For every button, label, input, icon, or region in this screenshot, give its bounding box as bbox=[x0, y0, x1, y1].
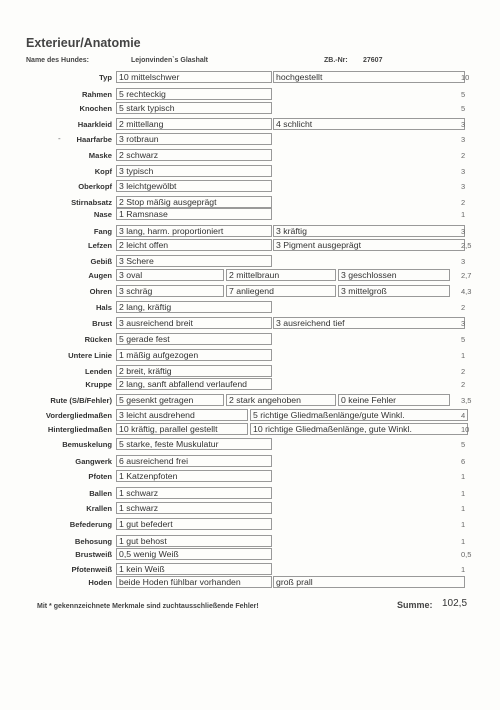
row-label: Rute (S/B/Fehler) bbox=[50, 396, 112, 405]
row-score: 5 bbox=[461, 440, 466, 449]
value-field: 3 kräftig bbox=[273, 225, 465, 237]
value-field: 3 ausreichend tief bbox=[273, 317, 465, 329]
value-field: 3 schräg bbox=[116, 285, 224, 297]
row-label: Maske bbox=[88, 151, 112, 160]
page-title: Exterieur/Anatomie bbox=[26, 36, 141, 50]
row-label: Hals bbox=[95, 303, 112, 312]
value-field: 2 lang, kräftig bbox=[116, 301, 272, 313]
value-field: 10 kräftig, parallel gestellt bbox=[116, 423, 248, 435]
assessment-row bbox=[0, 149, 500, 163]
assessment-row bbox=[0, 470, 500, 484]
assessment-row bbox=[0, 438, 500, 452]
assessment-row bbox=[0, 255, 500, 269]
row-label: Kopf bbox=[94, 167, 112, 176]
row-score: 1 bbox=[461, 210, 466, 219]
value-field: 3 ausreichend breit bbox=[116, 317, 272, 329]
row-score: 1 bbox=[461, 504, 466, 513]
value-field: 3 Schere bbox=[116, 255, 272, 267]
row-label: Gangwerk bbox=[75, 457, 112, 466]
assessment-row bbox=[0, 180, 500, 194]
value-field: 3 rotbraun bbox=[116, 133, 272, 145]
assessment-row bbox=[0, 208, 500, 222]
value-field: 0,5 wenig Weiß bbox=[116, 548, 272, 560]
assessment-row bbox=[0, 301, 500, 315]
assessment-row bbox=[0, 518, 500, 532]
row-score: 2 bbox=[461, 380, 466, 389]
row-score: 2,5 bbox=[461, 241, 472, 250]
value-field: 5 rechteckig bbox=[116, 88, 272, 100]
zb-number-value: 27607 bbox=[363, 57, 383, 64]
row-score: 1 bbox=[461, 565, 466, 574]
assessment-row bbox=[0, 88, 500, 102]
row-label: Typ bbox=[99, 73, 112, 82]
assessment-row bbox=[0, 378, 500, 392]
row-score: 2,7 bbox=[461, 271, 472, 280]
row-label: Nase bbox=[93, 210, 112, 219]
value-field: 1 gut behost bbox=[116, 535, 272, 547]
value-field: 2 schwarz bbox=[116, 149, 272, 161]
value-field: 6 ausreichend frei bbox=[116, 455, 272, 467]
row-score: 0,5 bbox=[461, 550, 472, 559]
row-label: Pfoten bbox=[88, 472, 112, 481]
row-label: Krallen bbox=[86, 504, 112, 513]
value-field: 2 mittellang bbox=[116, 118, 272, 130]
value-field: 0 keine Fehler bbox=[338, 394, 450, 406]
row-score: 1 bbox=[461, 351, 466, 360]
row-label: Oberkopf bbox=[78, 182, 112, 191]
value-field: 10 richtige Gliedmaßenlänge, gute Winkl. bbox=[250, 423, 468, 435]
row-label: Augen bbox=[88, 271, 112, 280]
row-label: Ohren bbox=[89, 287, 112, 296]
value-field: 3 oval bbox=[116, 269, 224, 281]
row-score: 2 bbox=[461, 303, 466, 312]
value-field: 5 gesenkt getragen bbox=[116, 394, 224, 406]
row-score: 3 bbox=[461, 135, 466, 144]
value-field: 5 gerade fest bbox=[116, 333, 272, 345]
row-label: Brustweiß bbox=[75, 550, 112, 559]
row-score: 4,3 bbox=[461, 287, 472, 296]
row-label: Bemuskelung bbox=[62, 440, 112, 449]
row-label: Behosung bbox=[74, 537, 112, 546]
assessment-row bbox=[0, 365, 500, 379]
row-score: 4 bbox=[461, 411, 466, 420]
assessment-row bbox=[0, 487, 500, 501]
assessment-row bbox=[0, 225, 500, 239]
row-label: Hintergliedmaßen bbox=[47, 425, 112, 434]
dog-name-label: Name des Hundes: bbox=[26, 57, 90, 64]
row-label: Haarfarbe bbox=[76, 135, 112, 144]
row-score: 5 bbox=[461, 335, 466, 344]
value-field: 1 Katzenpfoten bbox=[116, 470, 272, 482]
value-field: 5 richtige Gliedmaßenlänge/gute Winkl. bbox=[250, 409, 468, 421]
row-score: 1 bbox=[461, 489, 466, 498]
row-label: Hoden bbox=[88, 578, 112, 587]
assessment-row bbox=[0, 502, 500, 516]
value-field: 3 typisch bbox=[116, 165, 272, 177]
assessment-row bbox=[0, 239, 500, 253]
row-score: 3 bbox=[461, 227, 466, 236]
row-score: 5 bbox=[461, 104, 466, 113]
value-field: hochgestellt bbox=[273, 71, 465, 83]
row-score: 3 bbox=[461, 257, 466, 266]
assessment-row bbox=[0, 409, 500, 423]
row-label: Rahmen bbox=[82, 90, 112, 99]
value-field: 1 schwarz bbox=[116, 487, 272, 499]
value-field: 7 anliegend bbox=[226, 285, 336, 297]
row-label: Vordergliedmaßen bbox=[45, 411, 112, 420]
assessment-row bbox=[0, 102, 500, 116]
value-field: groß prall bbox=[273, 576, 465, 588]
row-score: 10 bbox=[461, 73, 470, 82]
assessment-row bbox=[0, 269, 500, 283]
assessment-row bbox=[0, 349, 500, 363]
value-field: 10 mittelschwer bbox=[116, 71, 272, 83]
row-label: Knochen bbox=[79, 104, 112, 113]
value-field: 3 geschlossen bbox=[338, 269, 450, 281]
sum-value: 102,5 bbox=[442, 598, 468, 609]
row-score: 5 bbox=[461, 90, 466, 99]
row-label: Lenden bbox=[84, 367, 112, 376]
row-label: Befederung bbox=[69, 520, 112, 529]
value-field: 4 schlicht bbox=[273, 118, 465, 130]
value-field: 2 lang, sanft abfallend verlaufend bbox=[116, 378, 272, 390]
value-field: 1 Ramsnase bbox=[116, 208, 272, 220]
row-label: Stirnabsatz bbox=[71, 198, 112, 207]
value-field: 3 Pigment ausgeprägt bbox=[273, 239, 465, 251]
row-score: 3 bbox=[461, 319, 466, 328]
assessment-row bbox=[0, 423, 500, 437]
assessment-row bbox=[0, 165, 500, 179]
row-label: Pfotenweiß bbox=[71, 565, 112, 574]
value-field: 3 mittelgroß bbox=[338, 285, 450, 297]
row-score: 10 bbox=[461, 425, 470, 434]
value-field: 5 starke, feste Muskulatur bbox=[116, 438, 272, 450]
assessment-row bbox=[0, 455, 500, 469]
value-field: 1 kein Weiß bbox=[116, 563, 272, 575]
assessment-row bbox=[0, 133, 500, 147]
dash-mark: - bbox=[58, 134, 61, 143]
row-score: 1 bbox=[461, 520, 466, 529]
row-score: 1 bbox=[461, 472, 466, 481]
value-field: 2 stark angehoben bbox=[226, 394, 336, 406]
assessment-row bbox=[0, 285, 500, 299]
value-field: 2 Stop mäßig ausgeprägt bbox=[116, 196, 272, 208]
assessment-row bbox=[0, 394, 500, 408]
value-field: 1 schwarz bbox=[116, 502, 272, 514]
value-field: 1 mäßig aufgezogen bbox=[116, 349, 272, 361]
row-label: Lefzen bbox=[87, 241, 112, 250]
value-field: 1 gut befedert bbox=[116, 518, 272, 530]
assessment-row bbox=[0, 548, 500, 562]
row-label: Gebiß bbox=[90, 257, 112, 266]
row-label: Haarkleid bbox=[77, 120, 112, 129]
value-field: 2 mittelbraun bbox=[226, 269, 336, 281]
value-field: 5 stark typisch bbox=[116, 102, 272, 114]
assessment-row bbox=[0, 576, 500, 590]
sum-label: Summe: bbox=[397, 600, 433, 610]
row-label: Ballen bbox=[89, 489, 112, 498]
assessment-row bbox=[0, 563, 500, 577]
value-field: beide Hoden fühlbar vorhanden bbox=[116, 576, 272, 588]
assessment-row bbox=[0, 118, 500, 132]
dog-name-value: Lejonvinden`s Glashalt bbox=[131, 57, 209, 64]
row-score: 1 bbox=[461, 537, 466, 546]
value-field: 3 leicht ausdrehend bbox=[116, 409, 248, 421]
row-score: 2 bbox=[461, 151, 466, 160]
zb-number-label: ZB.-Nr: bbox=[324, 57, 348, 64]
assessment-row bbox=[0, 71, 500, 85]
row-label: Untere Linie bbox=[68, 351, 112, 360]
row-label: Rücken bbox=[84, 335, 112, 344]
value-field: 3 leichtgewölbt bbox=[116, 180, 272, 192]
row-score: 2 bbox=[461, 367, 466, 376]
row-score: 3 bbox=[461, 182, 466, 191]
row-score: 3 bbox=[461, 120, 466, 129]
value-field: 3 lang, harm. proportioniert bbox=[116, 225, 272, 237]
value-field: 2 leicht offen bbox=[116, 239, 272, 251]
assessment-row bbox=[0, 333, 500, 347]
assessment-row bbox=[0, 535, 500, 549]
value-field: 2 breit, kräftig bbox=[116, 365, 272, 377]
row-score: 6 bbox=[461, 457, 466, 466]
row-label: Brust bbox=[92, 319, 112, 328]
row-score: 3 bbox=[461, 167, 466, 176]
row-label: Fang bbox=[93, 227, 112, 236]
footnote: Mit * gekennzeichnete Merkmale sind zuchtausschließende Fehler! bbox=[37, 603, 259, 610]
row-score: 3,5 bbox=[461, 396, 472, 405]
row-score: 2 bbox=[461, 198, 466, 207]
assessment-row bbox=[0, 317, 500, 331]
row-label: Kruppe bbox=[85, 380, 112, 389]
